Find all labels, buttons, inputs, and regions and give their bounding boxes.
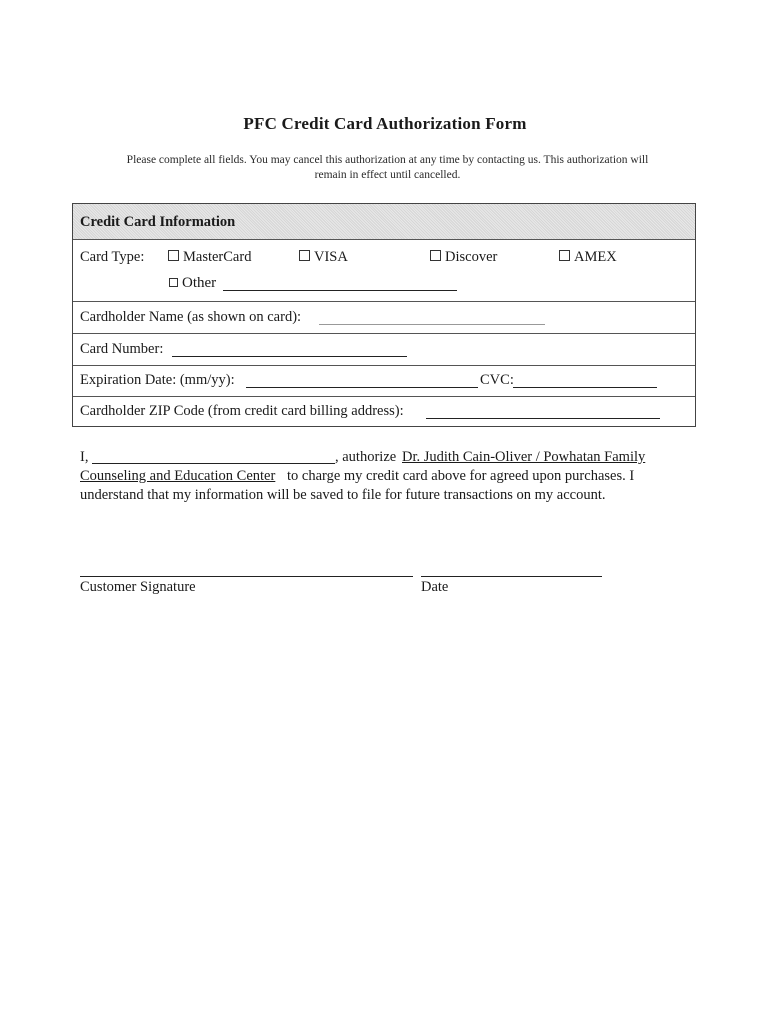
checkbox-amex[interactable]: [559, 250, 570, 261]
checkbox-discover[interactable]: [430, 250, 441, 261]
option-other-label: Other: [182, 275, 217, 291]
provider-name-part-2: Counseling and Education Center: [80, 468, 276, 484]
zip-label: Cardholder ZIP Code (from credit card billing address):: [80, 403, 404, 419]
option-mastercard-label: MasterCard: [183, 249, 252, 265]
card-number-row: [73, 334, 695, 366]
cvc-input-line[interactable]: [513, 387, 657, 388]
date-line[interactable]: [421, 576, 602, 577]
customer-signature-label: Customer Signature: [80, 579, 196, 595]
option-other[interactable]: [169, 275, 216, 292]
checkbox-other[interactable]: [169, 278, 178, 287]
instructions-line-2: remain in effect until cancelled.: [314, 169, 461, 181]
cardholder-name-input-line[interactable]: [319, 324, 545, 325]
option-visa[interactable]: [299, 249, 348, 266]
cardholder-name-label: Cardholder Name (as shown on card):: [80, 309, 302, 325]
section-header-label: Credit Card Information: [80, 214, 236, 230]
credit-card-info-table: [72, 203, 696, 427]
expiration-input-line[interactable]: [246, 387, 478, 388]
charge-text: to charge my credit card above for agreed upon purchases. I: [287, 468, 635, 484]
authorization-line-2: [80, 467, 680, 486]
zip-input-line[interactable]: [426, 418, 660, 419]
card-number-label: Card Number:: [80, 341, 164, 357]
authorization-line-1: [80, 448, 680, 467]
checkbox-mastercard[interactable]: [168, 250, 179, 261]
authorization-prefix: I,: [80, 449, 89, 465]
checkbox-visa[interactable]: [299, 250, 310, 261]
option-discover-label: Discover: [445, 249, 498, 265]
card-type-row: [73, 240, 695, 302]
zip-row: [73, 397, 695, 428]
authorization-statement: [80, 448, 680, 505]
instructions-line-1: Please complete all fields. You may cancel this authorization at any time by contacting us. This authorization will: [126, 154, 649, 166]
form-title: PFC Credit Card Authorization Form: [243, 114, 527, 133]
cardholder-name-row: [73, 302, 695, 334]
customer-signature-line[interactable]: [80, 576, 413, 577]
provider-name-part-1: Dr. Judith Cain-Oliver / Powhatan Family: [402, 449, 646, 465]
expiration-label: Expiration Date: (mm/yy):: [80, 372, 235, 388]
authorize-text: , authorize: [335, 449, 397, 465]
option-visa-label: VISA: [314, 249, 348, 265]
option-amex-label: AMEX: [574, 249, 617, 265]
date-label: Date: [421, 579, 449, 595]
cvc-label: CVC:: [480, 372, 514, 388]
section-header: [73, 204, 695, 240]
option-amex[interactable]: [559, 249, 617, 266]
expiration-row: [73, 366, 695, 397]
card-type-label: Card Type:: [80, 249, 145, 265]
card-number-input-line[interactable]: [172, 356, 407, 357]
customer-name-input-line[interactable]: [92, 463, 335, 464]
authorization-line-3: understand that my information will be saved to file for future transactions on my account.: [80, 487, 606, 503]
form-instructions: [90, 153, 685, 183]
other-input-line[interactable]: [223, 290, 457, 291]
option-mastercard[interactable]: [168, 249, 251, 266]
option-discover[interactable]: [430, 249, 497, 266]
